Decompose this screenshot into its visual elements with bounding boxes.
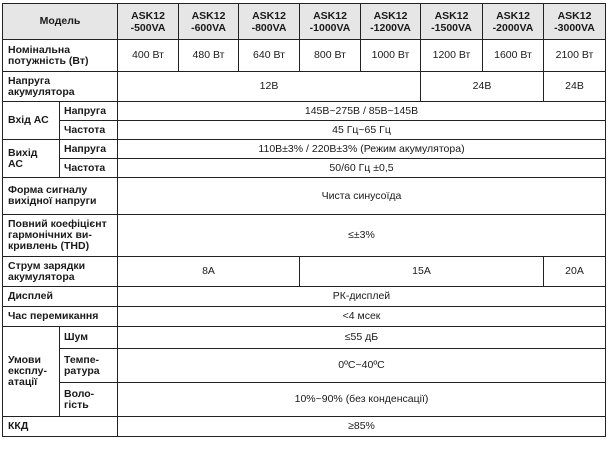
ac-input-voltage-row (3, 102, 606, 121)
thd-row (3, 215, 606, 257)
power-value: 800 Вт (300, 40, 361, 72)
model-header-cell (483, 4, 544, 40)
ac-output-frequency-row (3, 159, 606, 178)
model-header-cell (179, 4, 239, 40)
label-line: Форма сигналу (8, 184, 88, 196)
noise-row (3, 327, 606, 349)
ac-input-frequency-label: Частота (60, 121, 118, 140)
charge-current-20a: 20A (544, 257, 606, 287)
ac-input-frequency-value: 45 Гц~65 Гц (118, 121, 606, 140)
label-line: вихідної напруги (8, 195, 97, 207)
switch-time-value: <4 мсек (118, 307, 606, 327)
battery-voltage-label (3, 72, 118, 102)
model-header-cell (300, 4, 361, 40)
charge-current-8a: 8A (118, 257, 300, 287)
switch-time-row (3, 307, 606, 327)
ac-output-frequency-value: 50/60 Гц ±0,5 (118, 159, 606, 178)
model-name: ASK12 (373, 9, 408, 22)
humidity-value: 10%~90% (без конденсації) (118, 383, 606, 417)
battery-voltage-24v-3000: 24В (544, 72, 606, 102)
label-line: Номінальна (8, 43, 71, 56)
display-label: Дисплей (3, 287, 118, 307)
model-header-cell (118, 4, 179, 40)
label-line: експлу- (8, 365, 48, 377)
thd-label (3, 215, 118, 257)
model-name: ASK12 (191, 9, 226, 22)
battery-voltage-24v: 24В (421, 72, 544, 102)
model-header-cell (421, 4, 483, 40)
battery-voltage-12v: 12В (118, 72, 421, 102)
spec-table (2, 3, 606, 437)
display-value: РК-дисплей (118, 287, 606, 307)
switch-time-label: Час перемикання (3, 307, 118, 327)
model-name: ASK12 (131, 9, 165, 22)
label-line: акумулятора (8, 270, 75, 283)
ac-input-label: Вхід АС (3, 102, 60, 140)
humidity-row (3, 383, 606, 417)
header-row (3, 4, 606, 40)
ac-output-voltage-value: 110В±3% / 220В±3% (Режим акумулятора) (118, 140, 606, 159)
charge-current-label (3, 257, 118, 287)
model-header-cell (544, 4, 606, 40)
model-header-cell (361, 4, 421, 40)
ac-output-voltage-row (3, 140, 606, 159)
model-header-cell (239, 4, 300, 40)
noise-value: ≤55 дБ (118, 327, 606, 349)
efficiency-row (3, 417, 606, 437)
label-line: Вихід (8, 146, 38, 159)
model-va: -500VA (130, 21, 166, 34)
model-va: -2000VA (492, 21, 534, 34)
model-name: ASK12 (496, 9, 530, 22)
ac-input-frequency-row (3, 121, 606, 140)
model-va: -800VA (251, 21, 287, 34)
label-line: Воло- (64, 387, 95, 400)
power-value: 480 Вт (179, 40, 239, 72)
label-line: Повний коефіцієнт (8, 218, 107, 230)
model-va: -600VA (191, 21, 226, 34)
label-line: атації (8, 376, 38, 388)
temperature-row (3, 349, 606, 383)
operating-conditions-label (3, 327, 60, 417)
label-line: кривлень (THD) (8, 240, 90, 252)
model-name: ASK12 (252, 9, 286, 22)
model-va: -1000VA (309, 21, 351, 34)
battery-voltage-row (3, 72, 606, 102)
label-line: гармонічних ви- (8, 229, 92, 241)
noise-label: Шум (60, 327, 118, 349)
label-line: ратура (64, 364, 100, 377)
model-va: -1200VA (370, 21, 411, 34)
power-value: 1000 Вт (361, 40, 421, 72)
charge-current-row (3, 257, 606, 287)
ac-output-frequency-label: Частота (60, 159, 118, 178)
waveform-value: Чиста синусоїда (118, 178, 606, 215)
power-value: 400 Вт (118, 40, 179, 72)
label-line: гість (64, 398, 89, 411)
waveform-row (3, 178, 606, 215)
model-name: ASK12 (434, 9, 469, 22)
efficiency-value: ≥85% (118, 417, 606, 437)
humidity-label (60, 383, 118, 417)
power-value: 2100 Вт (544, 40, 606, 72)
label-line: потужність (Вт) (8, 54, 89, 67)
power-value: 1200 Вт (421, 40, 483, 72)
model-header: Модель (3, 4, 118, 40)
label-line: Темпе- (64, 353, 100, 366)
temperature-label (60, 349, 118, 383)
label-line: Струм зарядки (8, 259, 86, 272)
model-va: -1500VA (431, 21, 472, 34)
power-value: 1600 Вт (483, 40, 544, 72)
ac-input-voltage-value: 145В~275В / 85В~145В (118, 102, 606, 121)
model-va: -3000VA (554, 21, 595, 34)
charge-current-15a: 15A (300, 257, 544, 287)
ac-input-voltage-label: Напруга (60, 102, 118, 121)
temperature-value: 0ºC~40ºC (118, 349, 606, 383)
thd-value: ≤±3% (118, 215, 606, 257)
label-line: Напруга (8, 74, 51, 87)
efficiency-label: ККД (3, 417, 118, 437)
label-line: Умови (8, 354, 41, 366)
ac-output-label (3, 140, 60, 178)
power-row (3, 40, 606, 72)
label-line: акумулятора (8, 85, 75, 98)
power-label (3, 40, 118, 72)
power-value: 640 Вт (239, 40, 300, 72)
label-line: АС (8, 157, 23, 170)
model-name: ASK12 (557, 9, 592, 22)
ac-output-voltage-label: Напруга (60, 140, 118, 159)
model-name: ASK12 (313, 9, 347, 22)
waveform-label (3, 178, 118, 215)
display-row (3, 287, 606, 307)
